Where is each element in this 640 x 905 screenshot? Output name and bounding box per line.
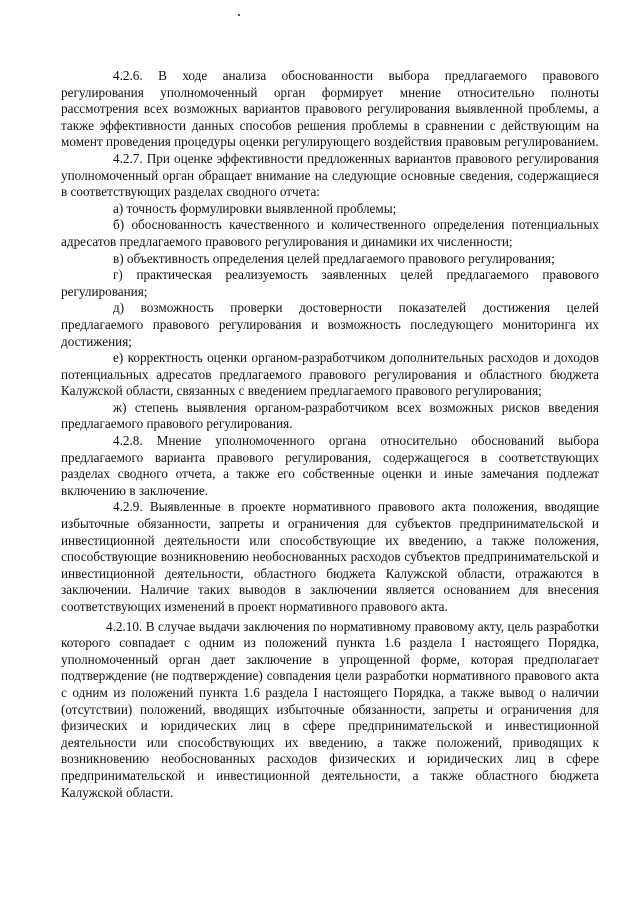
list-item-a: а) точность формулировки выявленной проблемы; — [113, 200, 397, 216]
document-body — [61, 68, 599, 801]
scan-speck — [238, 14, 240, 16]
list-item-b: б) обоснованность качественного и количественного определения потенциальных адресатов предлагаемого правового регулирования и динамики их численности; — [61, 217, 599, 249]
paragraph-4-2-10: 4.2.10. В случае выдачи заключения по нормативному правовому акту, цель разработки которого совпадает с одним из положений пункта 1.6 раздела I настоящего Порядка, уполномоченный орган дает заключение в упрощенной форме, которая предполагает подтверждение (не подтверждение) совпадения цели разработки нормативного правового акта с одним из положений пункта 1.6 раздела I настоящего Порядка, а также вывод о наличии (отсутствии) положений, вводящих избыточные обязанности, запреты и ограничения для физических и юридических лиц в сфере предпринимательской и инвестиционной деятельности или способствующих их введению, а также положений, приводящих к возникновению необоснованных расходов физических и юридических лиц в сфере предпринимательской и инвестиционной деятельности, а также областного бюджета Калужской области. — [61, 618, 599, 800]
paragraph-4-2-7: 4.2.7. При оценке эффективности предложенных вариантов правового регулирования уполномоченный орган обращает внимание на следующие основные сведения, содержащиеся в соответствующих разделах сводного отчета: — [61, 150, 599, 200]
list-item-g: г) практическая реализуемость заявленных целей предлагаемого правового регулирования; — [61, 267, 599, 299]
paragraph-4-2-8: 4.2.8. Мнение уполномоченного органа относительно обоснований выбора предлагаемого варианта правового регулирования, содержащегося в соответствующих разделах сводного отчета, а также его собственные оценки и иные замечания подлежат включению в заключение. — [61, 433, 599, 498]
list-item-d: д) возможность проверки достоверности показателей достижения целей предлагаемого правового регулирования и возможность последующего мониторинга их достижения; — [61, 300, 599, 349]
list-item-v: в) объективность определения целей предлагаемого правового регулирования; — [113, 250, 555, 266]
paragraph-4-2-9: 4.2.9. Выявленные в проекте нормативного правового акта положения, вводящие избыточные обязанности, запреты и ограничения для субъектов предпринимательской и инвестиционной деятельности или способствующие их введению, а также положения, способствующие возникновению необоснованных расходов субъектов предпринимательской и инвестиционной деятельности, областного бюджета Калужской области, отражаются в заключении. Наличие таких выводов в заключении является основанием для внесения соответствующих изменений в проект нормативного правового акта. — [61, 499, 599, 614]
list-item-zh: ж) степень выявления органом-разработчиком всех возможных рисков введения предлагаемого правового регулирования. — [61, 399, 599, 432]
list-item-e: е) корректность оценки органом-разработчиком дополнительных расходов и доходов потенциальных адресатов предлагаемого правового регулирования и областного бюджета Калужской области, связанных с введением предлагаемого правового регулирования; — [61, 350, 599, 399]
paragraph-4-2-6: 4.2.6. В ходе анализа обоснованности выбора предлагаемого правового регулирования уполномоченный орган формирует мнение относительно полноты рассмотрения всех возможных вариантов правового регулирования выявленной проблемы, а также эффективности данных способов решения проблемы в сравнении с действующим на момент проведения процедуры оценки регулирующего воздействия правовым регулированием. — [61, 68, 599, 150]
